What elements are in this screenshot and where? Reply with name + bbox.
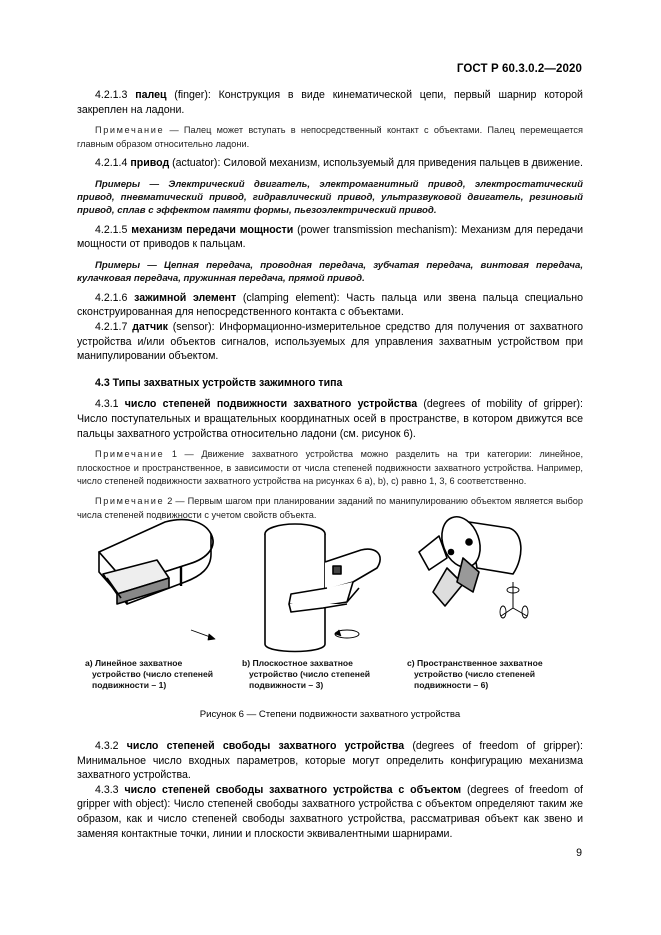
main-text-continued	[77, 739, 583, 841]
definition: (finger): Конструкция в виде кинематической цепи, первый шарнир которой закреплен на ладони.	[77, 89, 583, 116]
clause-number: 4.3.2	[95, 740, 119, 752]
clause-4-2-1-3	[77, 88, 583, 117]
clause-number: 4.2.1.4	[95, 157, 128, 169]
clause-number: 4.3.3	[95, 783, 119, 796]
caption-line: устройство (число степеней	[249, 669, 371, 679]
term: палец	[135, 89, 167, 101]
note-label: Примечание	[95, 496, 165, 507]
note-finger	[77, 124, 583, 151]
planar-gripper-drawing	[265, 524, 380, 652]
clause-number: 4.2.1.3	[95, 89, 128, 101]
caption-line: устройство (число степеней	[92, 669, 214, 679]
clause-4-3-2	[77, 739, 583, 783]
caption-line: подвижности – 3)	[249, 680, 324, 690]
definition: (degrees of mobility of gripper): Число поступательных и вращательных координатных осей в пространстве, в котором движутся все пальцы захватного устройства относительно ладони (см. рисунок 6).	[77, 398, 583, 440]
caption-line: подвижности – 1)	[92, 680, 167, 690]
figure-6	[77, 512, 583, 722]
clause-number: 4.2.1.7	[95, 321, 128, 333]
term: зажимной элемент	[134, 291, 237, 304]
clause-number: 4.2.1.6	[95, 291, 128, 304]
examples-actuator: Примеры — Электрический двигатель, электромагнитный привод, электростатический привод, пневматический привод, гидравлический привод, ультразвуковой двигатель, резиновый привод, сплав с эффектом памяти формы, пьезоэлектрический привод.	[77, 178, 583, 217]
section-heading-4-3	[77, 376, 583, 391]
definition: (sensor): Информационно-измерительное средство для получения от захватного устройства и/или объектов сигналов, используемых для управления захватным устройством при манипулировании объектом.	[77, 321, 583, 363]
term: число степеней свободы захватного устройства	[126, 740, 405, 752]
note-1	[77, 448, 583, 488]
spatial-gripper-drawing	[419, 512, 528, 618]
main-text	[77, 88, 583, 522]
note-label: Примечание	[95, 449, 165, 460]
page-number: 9	[576, 847, 582, 859]
term: датчик	[132, 321, 168, 333]
note-text: 2 — Первым шагом при планировании заданий по манипулированию объектом является выбор числа степеней подвижности с учетом свойств объекта.	[77, 496, 583, 520]
clause-number: 4.3.1	[95, 398, 119, 411]
clause-4-3-1	[77, 397, 583, 441]
caption-line: с) Пространственное захватное	[407, 658, 543, 668]
clause-4-2-1-7	[77, 320, 583, 364]
clause-4-2-1-5	[77, 223, 583, 252]
clause-4-3-3	[77, 783, 583, 841]
note-text: 1 — Движение захватного устройства можно разделить на три категории: линейное, плоскостное и пространственное, в зависимости от числа степеней подвижности захватного устройства. Например, число степеней подвижности захватного устройства на рисунках 6 а), b), с) равно 1, 3, 6 соответственно.	[77, 449, 583, 486]
definition: (power transmission mechanism): Механизм для передачи мощности от приводов к пальцам.	[77, 223, 584, 251]
term: число степеней свободы захватного устройства с объектом	[124, 783, 462, 796]
standard-header: ГОСТ Р 60.3.0.2—2020	[456, 63, 582, 75]
definition: (degrees of freedom of gripper with object): Число степеней свободы захватного устройства с объектом определяют таким же образом, как и число степеней свободы захватного устройства, рассматривая объект как звено и заменяя контактные точки, линии и плоскости эквивалентными шарнирами.	[77, 783, 584, 840]
note-text: — Палец может вступать в непосредственный контакт с объектами. Палец перемещается главным образом относительно ладони.	[77, 125, 583, 149]
clause-4-2-1-6	[77, 291, 583, 320]
examples-transmission: Примеры — Цепная передача, проводная передача, зубчатая передача, винтовая передача, кулачковая передача, пружинная передача, прямой привод.	[77, 260, 583, 285]
definition: (degrees of freedom of gripper): Минимальное число входных параметров, которые могут определить конфигурацию механизма захватного устройства.	[77, 740, 583, 782]
term: число степеней подвижности захватного устройства	[124, 398, 418, 411]
caption-line: подвижности – 6)	[414, 680, 489, 690]
caption-line: устройство (число степеней	[414, 669, 536, 679]
caption-c	[407, 658, 543, 691]
caption-b	[242, 658, 370, 691]
definition: (actuator): Силовой механизм, используемый для приведения пальцев в движение.	[169, 157, 583, 169]
clause-number: 4.2.1.5	[95, 223, 128, 236]
caption-line: а) Линейное захватное	[85, 658, 183, 668]
figure-title: Рисунок 6 — Степени подвижности захватного устройства	[199, 709, 461, 720]
caption-line: b) Плоскостное захватное	[242, 658, 353, 668]
clause-4-2-1-4	[77, 156, 583, 171]
term: привод	[130, 157, 170, 169]
section-title: 4.3 Типы захватных устройств зажимного типа	[95, 376, 343, 389]
linear-gripper-drawing	[99, 520, 215, 640]
note-label: Примечание	[95, 125, 165, 136]
definition: (clamping element): Часть пальца или звена пальца специально сконструированная для непосредственного контакта с объектами.	[77, 291, 583, 319]
caption-a	[85, 658, 213, 691]
term: механизм передачи мощности	[131, 223, 294, 236]
